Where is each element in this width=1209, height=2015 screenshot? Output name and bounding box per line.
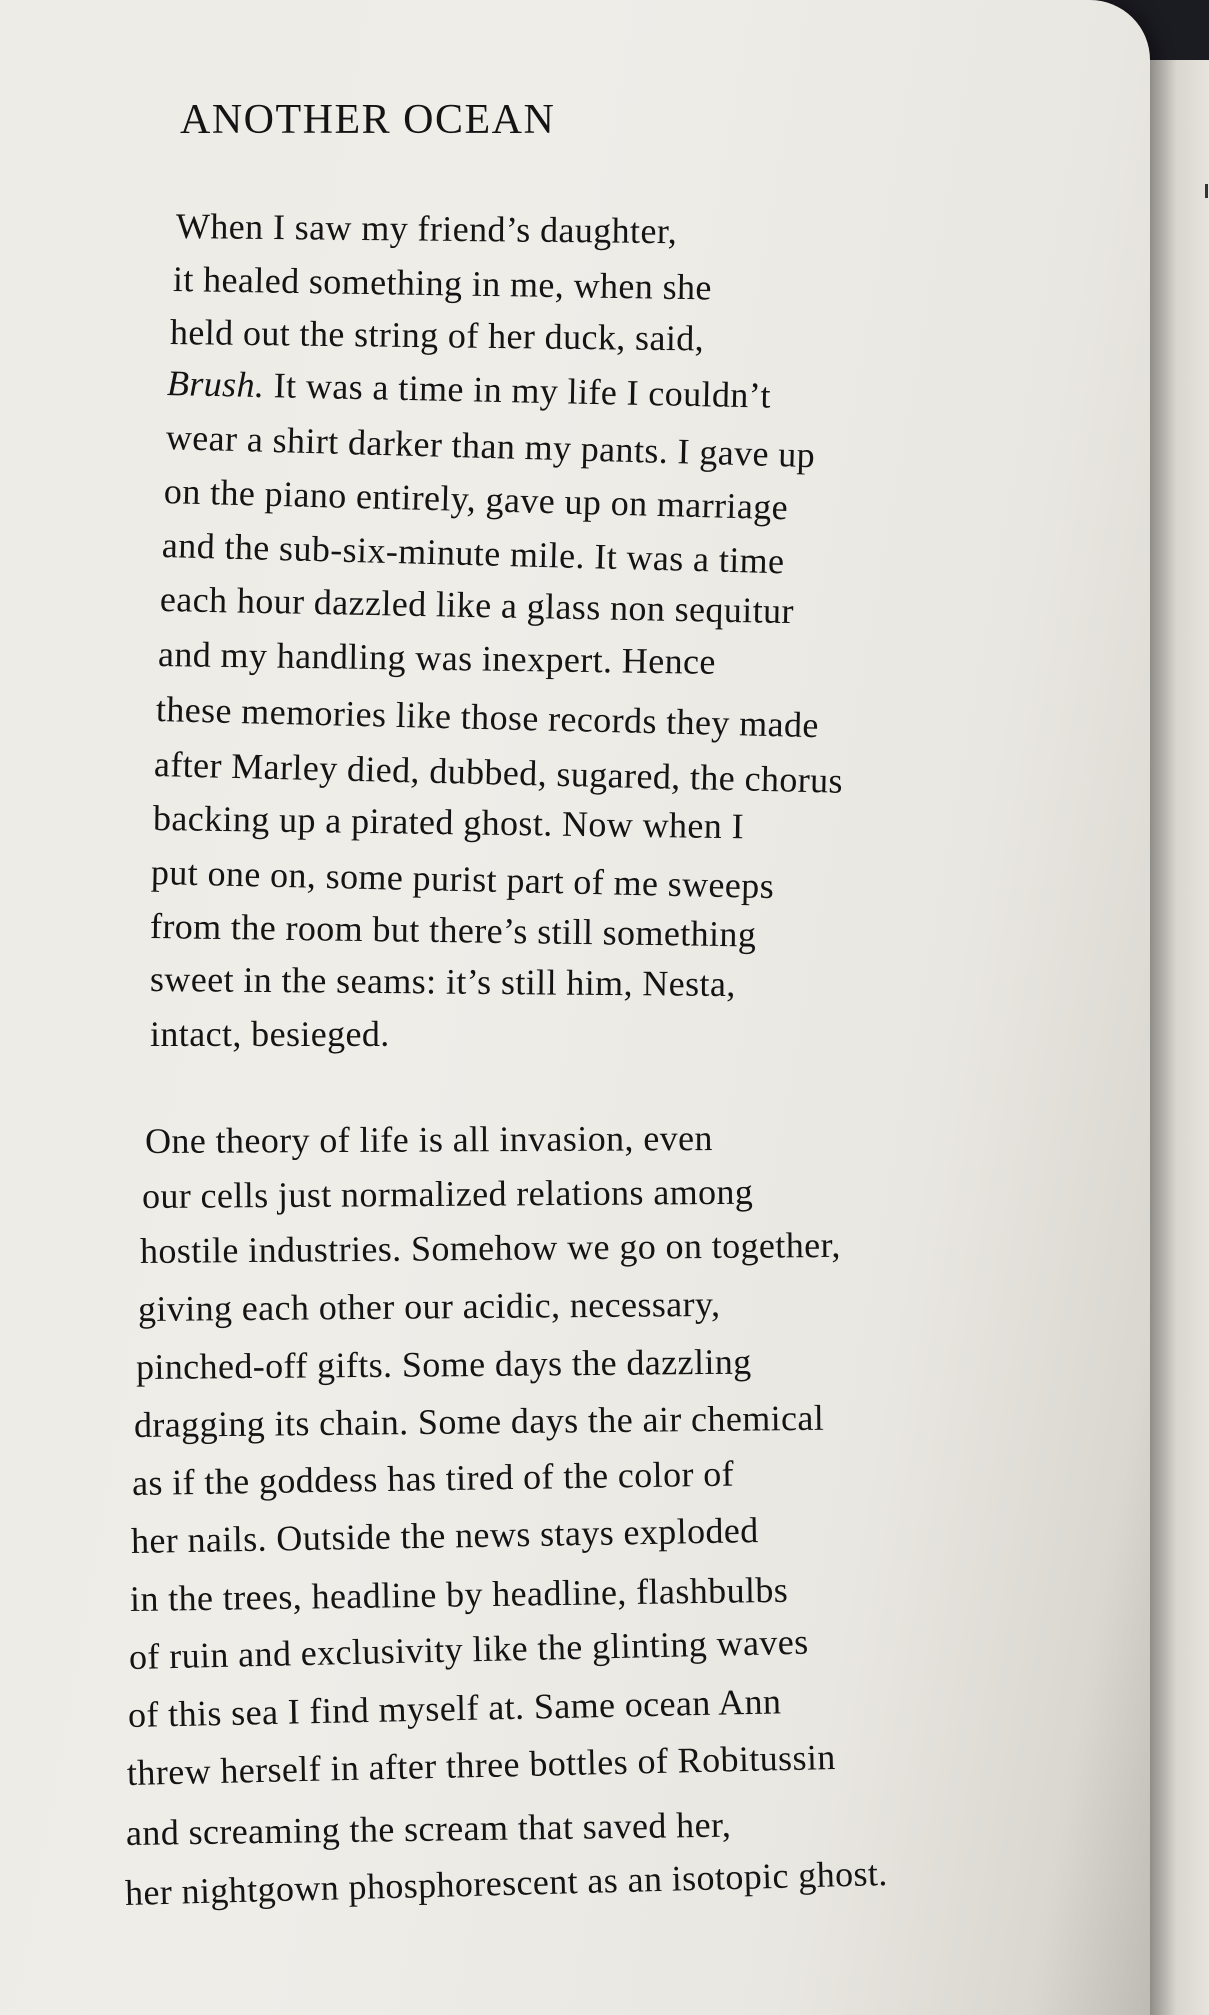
poem-line: of this sea I find myself at. Same ocean Ann — [127, 1681, 782, 1735]
poem-line: as if the goddess has tired of the color of — [131, 1453, 735, 1503]
poem-line: it healed something in me, when she — [172, 259, 713, 308]
poem-line: our cells just normalized relations among — [141, 1171, 754, 1216]
poem-line: held out the string of her duck, said, — [169, 312, 705, 359]
poem-line: and my handling was inexpert. Hence — [157, 634, 717, 682]
poem-line: hostile industries. Somehow we go on together, — [139, 1224, 842, 1271]
poem-line: giving each other our acidic, necessary, — [137, 1283, 721, 1329]
poem-line: her nightgown phosphorescent as an isotopic ghost. — [124, 1853, 889, 1913]
poem-line: and screaming the scream that saved her, — [125, 1804, 732, 1853]
poem-title: ANOTHER OCEAN — [180, 97, 556, 143]
poem-italic-word: Brush. — [166, 363, 265, 406]
poem-line: and the sub-six-minute mile. It was a time — [161, 525, 785, 582]
poem-line: sweet in the seams: it’s still him, Nesta, — [149, 959, 736, 1005]
poem-line: in the trees, headline by headline, flashbulbs — [129, 1569, 789, 1619]
poem-line: When I saw my friend’s daughter, — [175, 206, 678, 252]
poem-line: intact, besieged. — [150, 1014, 390, 1054]
poem-line: each hour dazzled like a glass non sequitur — [159, 579, 795, 632]
poem-line: her nails. Outside the news stays exploded — [130, 1510, 759, 1561]
poem-line: these memories like those records they made — [155, 689, 820, 746]
poem-line — [167, 362, 772, 417]
poem-line: wear a shirt darker than my pants. I gave up — [165, 417, 816, 476]
poem-line: put one on, some purist part of me sweeps — [150, 852, 775, 907]
poem-line: backing up a pirated ghost. Now when I — [152, 798, 745, 847]
poem-line: after Marley died, dubbed, sugared, the chorus — [153, 744, 844, 801]
next-page-text-fragment — [1205, 184, 1208, 198]
poem-line: dragging its chain. Some days the air chemical — [133, 1397, 825, 1445]
next-page-edge — [1150, 60, 1209, 2015]
poem-line: One theory of life is all invasion, even — [144, 1118, 713, 1161]
poem-line: on the piano entirely, gave up on marriage — [163, 471, 789, 528]
poem-line: threw herself in after three bottles of Robitussin — [126, 1736, 837, 1793]
poem-line-rest: It was a time in my life I couldn’t — [263, 365, 772, 416]
poem-line: of ruin and exclusivity like the glinting waves — [128, 1621, 809, 1677]
poem-line: from the room but there’s still something — [149, 906, 757, 955]
poem-line: pinched-off gifts. Some days the dazzling — [135, 1341, 752, 1387]
